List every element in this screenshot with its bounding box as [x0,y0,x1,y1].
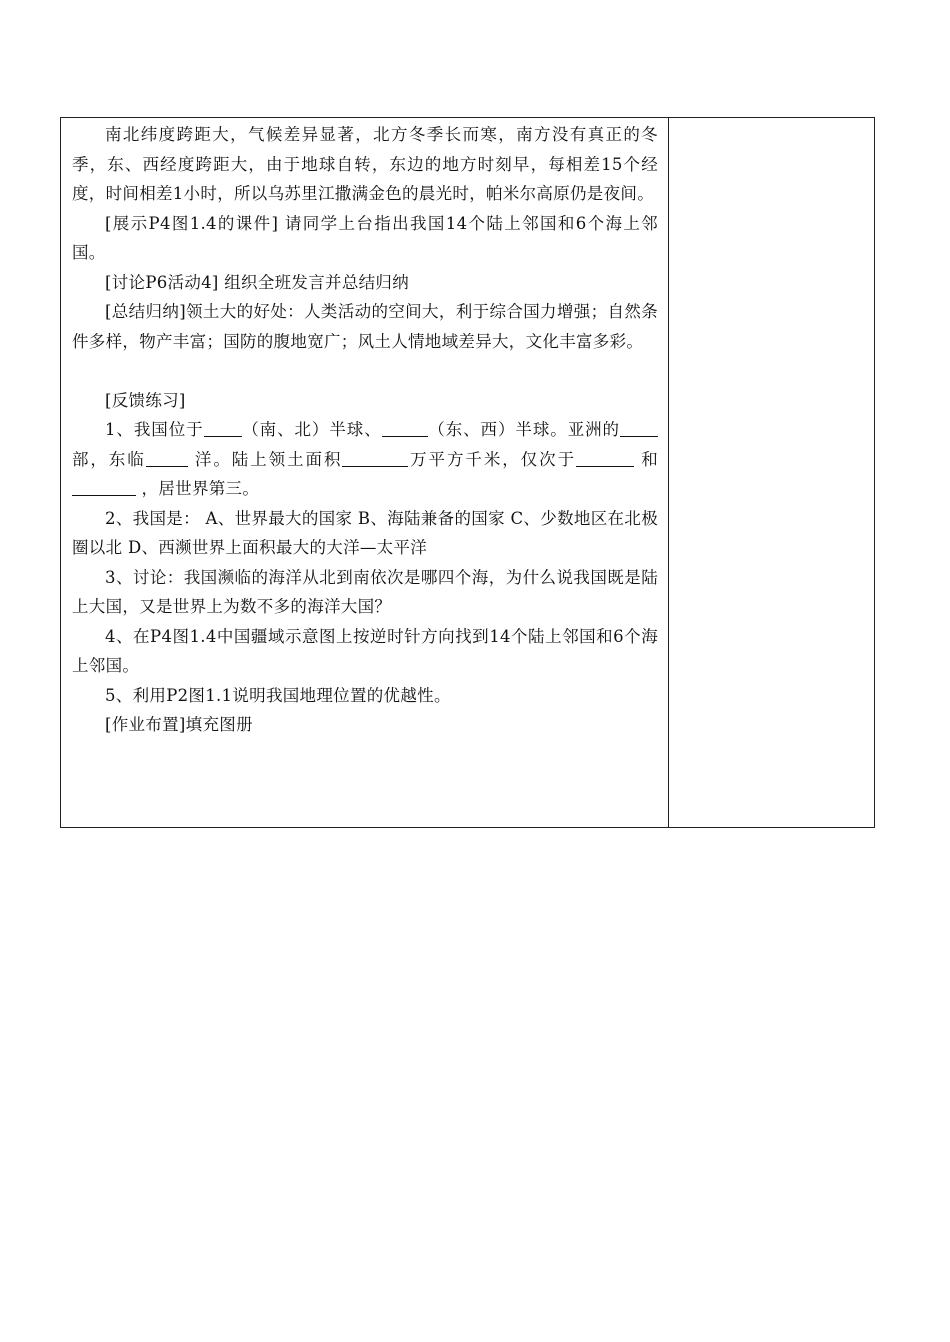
fill-blank [146,448,188,466]
question-1-text: （南、北）半球、 [241,420,382,439]
question-1-text: （东、西）半球。亚洲的 [427,420,620,439]
paragraph-discussion: [讨论P6活动4] 组织全班发言并总结归纳 [105,272,410,292]
paragraph-summary: [总结归纳]领土大的好处：人类活动的空间大，利于综合国力增强；自然条件多样，物产丰富；国防的腹地宽广；风土人情地域差异大，文化丰富多彩。 [72,302,658,351]
question-1-text: ，居世界第三。 [136,479,260,498]
homework-assignment: [作业布置]填充图册 [105,715,253,734]
teaching-content-cell [61,118,669,828]
question-2: 2、我国是： A、世界最大的国家 B、海陆兼备的国家 C、少数地区在北极圈以北 D、西濒世界上面积最大的大洋—太平洋 [72,508,658,557]
fill-blank [576,448,634,466]
fill-blank [72,478,136,496]
blank-line [72,356,658,386]
lesson-plan-table [60,117,875,828]
fill-blank [382,419,428,437]
question-4: 4、在P4图1.4中国疆域示意图上按逆时针方向找到14个陆上邻国和6个海上邻国。 [72,626,658,675]
paragraph-show-courseware: [展示P4图1.4的课件] 请同学上台指出我国14个陆上邻国和6个海上邻国。 [72,213,658,262]
question-1-text: 洋。陆上领土面积 [187,449,343,469]
notes-cell [669,118,875,828]
fill-blank [342,448,408,466]
paragraph-climate-time: 南北纬度跨距大，气候差异显著，北方冬季长而寒，南方没有真正的冬季，东、西经度跨距大，由于地球自转，东边的地方时刻早，每相差15个经度，时间相差1小时，所以乌苏里江撒满金色的晨光时，帕米尔高原仍是夜间。 [72,125,658,203]
table-row [61,118,875,828]
fill-blank [204,419,242,437]
question-1 [72,415,658,504]
question-5: 5、利用P2图1.1说明我国地理位置的优越性。 [105,685,451,705]
question-1-text: 和 [634,449,658,469]
teaching-content [61,118,668,740]
fill-blank [620,419,658,437]
question-3: 3、讨论：我国濒临的海洋从北到南依次是哪四个海，为什么说我国既是陆上大国，又是世界上为数不多的海洋大国？ [72,567,658,616]
question-1-text: 部，东临 [72,449,146,469]
feedback-heading: [反馈练习] [105,390,186,410]
question-1-text: 1、我国位于 [105,420,204,439]
question-1-text: 万平方千米，仅次于 [408,449,577,469]
